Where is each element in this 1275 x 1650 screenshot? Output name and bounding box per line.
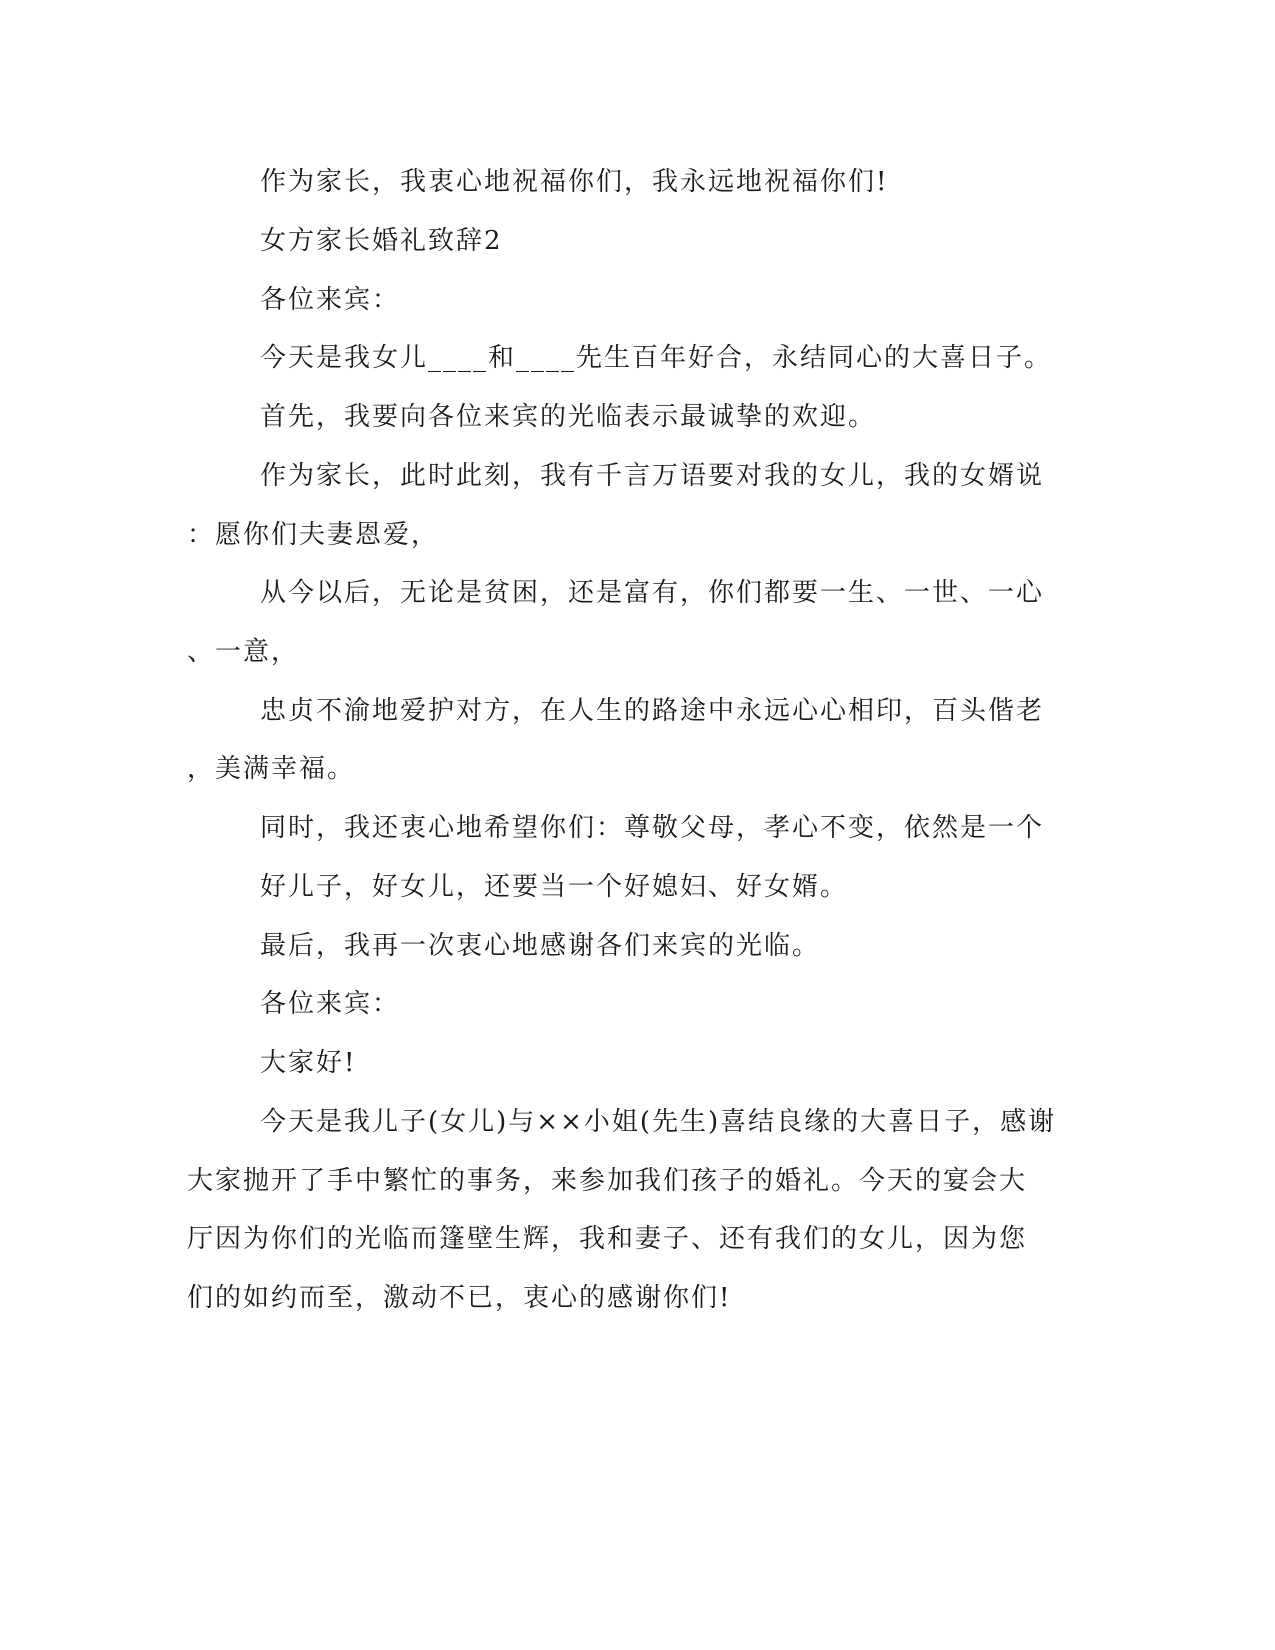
paragraph-line: 作为家长，我衷心地祝福你们，我永远地祝福你们! (260, 167, 889, 197)
paragraph-line: 大家抛开了手中繁忙的事务，来参加我们孩子的婚礼。今天的宴会大 (187, 1166, 1028, 1196)
paragraph-line: 忠贞不渝地爱护对方，在人生的路途中永远心心相印，百头偕老 (260, 696, 1045, 726)
paragraph-line: 今天是我儿子(女儿)与××小姐(先生)喜结良缘的大喜日子，感谢 (260, 1107, 1057, 1137)
paragraph-line: 厅因为你们的光临而篷壁生辉，我和妻子、还有我们的女儿，因为您 (187, 1224, 1028, 1254)
paragraph-line: 、一意， (187, 637, 300, 667)
paragraph-line: ，美满幸福。 (187, 754, 356, 784)
greeting-line: 各位来宾： (260, 989, 401, 1019)
greeting-line: 大家好! (260, 1048, 357, 1078)
paragraph-line: 最后，我再一次衷心地感谢各们来宾的光临。 (260, 931, 821, 961)
paragraph-line: ：愿你们夫妻恩爱， (187, 520, 440, 550)
paragraph-line: 首先，我要向各位来宾的光临表示最诚挚的欢迎。 (260, 402, 877, 432)
section-heading: 女方家长婚礼致辞2 (260, 226, 503, 256)
paragraph-line: 们的如约而至，激动不已，衷心的感谢你们! (187, 1283, 732, 1313)
paragraph-line: 作为家长，此时此刻，我有千言万语要对我的女儿，我的女婿说 (260, 461, 1045, 491)
greeting-line: 各位来宾： (260, 285, 401, 315)
paragraph-line: 同时，我还衷心地希望你们：尊敬父母，孝心不变，依然是一个 (260, 813, 1045, 843)
paragraph-line: 今天是我女儿____和____先生百年好合，永结同心的大喜日子。 (260, 343, 1053, 373)
paragraph-line: 好儿子，好女儿，还要当一个好媳妇、好女婿。 (260, 872, 849, 902)
paragraph-line: 从今以后，无论是贫困，还是富有，你们都要一生、一世、一心 (260, 578, 1045, 608)
